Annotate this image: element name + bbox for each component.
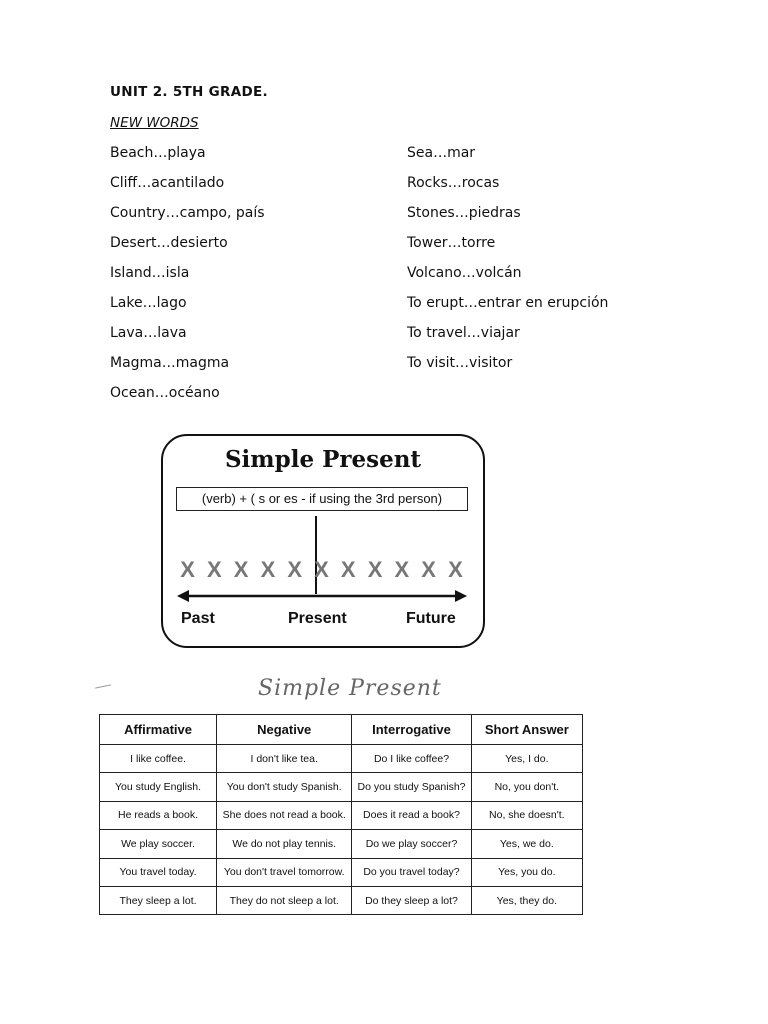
column-header: Short Answer: [471, 715, 582, 745]
column-header: Affirmative: [100, 715, 217, 745]
table-cell: You don't travel tomorrow.: [217, 858, 352, 886]
table-row: [100, 801, 583, 829]
timeline-arrow-left-icon: [177, 590, 189, 602]
table-cell: We do not play tennis.: [217, 830, 352, 858]
table-row: [100, 858, 583, 886]
table-cell: Do we play soccer?: [352, 830, 471, 858]
pen-stroke-mark: [95, 684, 111, 688]
table-cell: Do you travel today?: [352, 858, 471, 886]
table-row: [100, 773, 583, 801]
table-cell: They sleep a lot.: [100, 886, 217, 914]
new-words-heading: NEW WORDS: [110, 115, 199, 131]
vocab-item: Island…isla: [110, 265, 190, 281]
table-title: Simple Present: [258, 676, 442, 701]
unit-title: UNIT 2. 5TH GRADE.: [110, 84, 268, 100]
table-cell: Yes, they do.: [471, 886, 582, 914]
table-row: [100, 886, 583, 914]
vocab-item: Magma…magma: [110, 355, 230, 371]
column-header: Interrogative: [352, 715, 471, 745]
vocab-item: To travel…viajar: [407, 325, 520, 341]
recurring-action-marks: X X X X X X X X X X X: [180, 557, 466, 582]
table-cell: He reads a book.: [100, 801, 217, 829]
simple-present-timeline-diagram: [161, 434, 485, 648]
timeline-label-past: Past: [181, 610, 215, 627]
table-cell: No, she doesn't.: [471, 801, 582, 829]
table-cell: Yes, you do.: [471, 858, 582, 886]
vocab-item: Rocks…rocas: [407, 175, 500, 191]
vocab-item: Stones…piedras: [407, 205, 521, 221]
table-cell: We play soccer.: [100, 830, 217, 858]
table-cell: You study English.: [100, 773, 217, 801]
vocab-item: Cliff…acantilado: [110, 175, 225, 191]
table-cell: Does it read a book?: [352, 801, 471, 829]
table-cell: Do I like coffee?: [352, 745, 471, 773]
vocab-item: Volcano…volcán: [407, 265, 522, 281]
vocab-item: Beach…playa: [110, 145, 206, 161]
vocab-item: To erupt…entrar en erupción: [407, 295, 609, 311]
vocab-item: Tower…torre: [407, 235, 496, 251]
vocab-item: Lava…lava: [110, 325, 187, 341]
table-cell: I like coffee.: [100, 745, 217, 773]
table-cell: I don't like tea.: [217, 745, 352, 773]
vocab-list-right: [407, 142, 608, 382]
vocab-item: Ocean…océano: [110, 385, 220, 401]
formula-box: (verb) + ( s or es - if using the 3rd person): [176, 487, 468, 511]
vocab-list-left: [110, 142, 265, 412]
timeline-label-future: Future: [406, 610, 456, 627]
table-row: [100, 745, 583, 773]
vocab-item: Country…campo, país: [110, 205, 265, 221]
timeline-label-present: Present: [288, 610, 347, 627]
table-header-row: [100, 715, 583, 745]
table-cell: Do you study Spanish?: [352, 773, 471, 801]
table-cell: Do they sleep a lot?: [352, 886, 471, 914]
table-cell: She does not read a book.: [217, 801, 352, 829]
timeline-title: Simple Present: [224, 446, 422, 473]
column-header: Negative: [217, 715, 352, 745]
table-cell: You travel today.: [100, 858, 217, 886]
table-row: [100, 830, 583, 858]
conjugation-table: [99, 714, 583, 915]
vocab-item: Sea…mar: [407, 145, 476, 161]
table-cell: Yes, we do.: [471, 830, 582, 858]
vocab-item: Desert…desierto: [110, 235, 228, 251]
vocab-item: Lake…lago: [110, 295, 187, 311]
timeline-arrow-right-icon: [455, 590, 467, 602]
table-cell: No, you don't.: [471, 773, 582, 801]
table-cell: You don't study Spanish.: [217, 773, 352, 801]
table-cell: Yes, I do.: [471, 745, 582, 773]
vocab-item: To visit…visitor: [407, 355, 513, 371]
table-cell: They do not sleep a lot.: [217, 886, 352, 914]
